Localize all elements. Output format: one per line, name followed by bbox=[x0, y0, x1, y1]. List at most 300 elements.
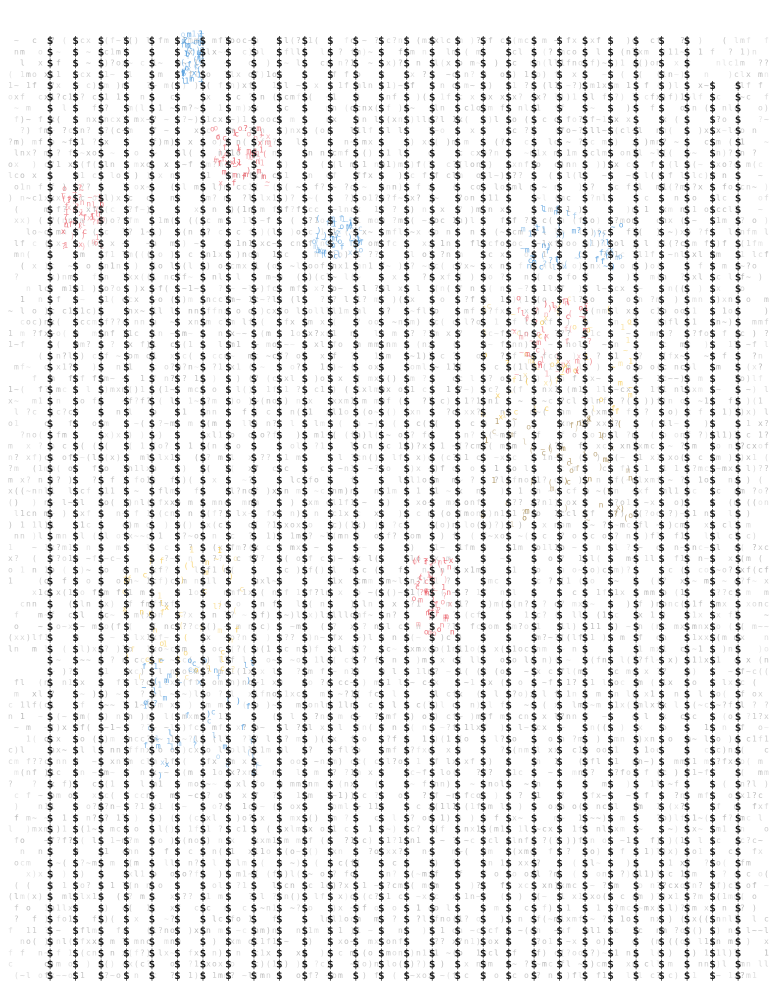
filler-glyph: f bbox=[284, 318, 289, 327]
filler-glyph: 1 bbox=[416, 351, 421, 360]
filler-glyph: l bbox=[494, 182, 499, 191]
filler-glyph: o bbox=[608, 802, 613, 811]
filler-glyph: l bbox=[218, 734, 223, 743]
filler-glyph: ~ bbox=[680, 351, 685, 360]
filler-glyph: ( bbox=[572, 667, 577, 676]
filler-glyph: l bbox=[194, 689, 199, 698]
filler-glyph: l bbox=[686, 475, 691, 484]
filler-glyph: ~ bbox=[248, 509, 253, 518]
filler-glyph: c bbox=[566, 487, 571, 496]
filler-glyph: o bbox=[242, 813, 247, 822]
filler-glyph: o bbox=[248, 70, 253, 79]
filler-glyph: ( bbox=[656, 81, 661, 90]
filler-glyph: o bbox=[740, 284, 745, 293]
filler-glyph: ~ bbox=[38, 228, 43, 237]
filler-glyph: m bbox=[632, 216, 637, 225]
filler-glyph: x bbox=[128, 667, 133, 676]
filler-glyph: c bbox=[404, 509, 409, 518]
filler-glyph: f bbox=[392, 746, 397, 755]
filler-glyph: ) bbox=[332, 385, 337, 394]
filler-glyph: 1 bbox=[380, 566, 385, 575]
filler-glyph: ) bbox=[488, 160, 493, 169]
filler-glyph: c bbox=[644, 92, 649, 101]
filler-glyph: ~ bbox=[50, 509, 55, 518]
filler-glyph: m bbox=[140, 453, 145, 462]
filler-glyph: x bbox=[572, 70, 577, 79]
filler-glyph: ( bbox=[236, 667, 241, 676]
filler-glyph: l bbox=[572, 295, 577, 304]
filler-glyph: ) bbox=[722, 149, 727, 158]
filler-glyph: ? bbox=[188, 543, 193, 552]
filler-glyph: m bbox=[374, 397, 379, 406]
filler-glyph: ~ bbox=[152, 430, 157, 439]
filler-glyph: f bbox=[644, 81, 649, 90]
filler-glyph: ) bbox=[92, 689, 97, 698]
filler-glyph: o bbox=[122, 295, 127, 304]
filler-glyph: ( bbox=[758, 554, 763, 563]
filler-glyph: 1 bbox=[698, 475, 703, 484]
filler-glyph: m bbox=[638, 802, 643, 811]
filler-glyph: m bbox=[56, 385, 61, 394]
filler-glyph: c bbox=[326, 780, 331, 789]
filler-glyph: ( bbox=[80, 825, 85, 834]
filler-glyph: n bbox=[680, 430, 685, 439]
filler-glyph: l bbox=[578, 228, 583, 237]
filler-glyph: l bbox=[446, 757, 451, 766]
filler-glyph: x bbox=[668, 453, 673, 462]
filler-glyph: ) bbox=[626, 205, 631, 214]
filler-glyph: 1 bbox=[692, 205, 697, 214]
filler-glyph: x bbox=[404, 385, 409, 394]
filler-glyph: c bbox=[320, 59, 325, 68]
filler-glyph: o bbox=[116, 171, 121, 180]
filler-glyph: x bbox=[206, 430, 211, 439]
filler-glyph: o bbox=[410, 363, 415, 372]
filler-glyph: c bbox=[14, 791, 19, 800]
filler-glyph: m bbox=[698, 374, 703, 383]
filler-glyph: ) bbox=[482, 397, 487, 406]
filler-glyph: ( bbox=[332, 656, 337, 665]
filler-glyph: o bbox=[98, 644, 103, 653]
filler-glyph: o bbox=[500, 667, 505, 676]
filler-glyph: x bbox=[338, 261, 343, 270]
filler-glyph: l bbox=[512, 588, 517, 597]
filler-glyph: f bbox=[428, 791, 433, 800]
filler-glyph: ) bbox=[674, 228, 679, 237]
filler-glyph: ~ bbox=[608, 419, 613, 428]
filler-glyph: ~ bbox=[314, 487, 319, 496]
filler-glyph: ) bbox=[752, 385, 757, 394]
filler-glyph: ) bbox=[380, 363, 385, 372]
filler-glyph: ? bbox=[488, 768, 493, 777]
filler-glyph: m bbox=[20, 47, 25, 56]
filler-glyph: ( bbox=[368, 723, 373, 732]
filler-glyph: x bbox=[506, 363, 511, 372]
filler-glyph: f bbox=[638, 520, 643, 529]
filler-glyph: m bbox=[134, 216, 139, 225]
filler-glyph: ? bbox=[728, 566, 733, 575]
filler-glyph: o bbox=[32, 70, 37, 79]
filler-glyph: ) bbox=[224, 115, 229, 124]
filler-glyph: x bbox=[266, 194, 271, 203]
filler-glyph: f bbox=[302, 92, 307, 101]
filler-glyph: o bbox=[218, 768, 223, 777]
filler-glyph: x bbox=[278, 363, 283, 372]
filler-glyph: 1 bbox=[542, 250, 547, 259]
filler-glyph: ~ bbox=[68, 498, 73, 507]
filler-glyph: ~ bbox=[338, 363, 343, 372]
filler-glyph: m bbox=[740, 36, 745, 45]
filler-glyph: o bbox=[374, 532, 379, 541]
filler-glyph: x bbox=[698, 81, 703, 90]
filler-glyph: x bbox=[20, 475, 25, 484]
filler-glyph: n bbox=[740, 780, 745, 789]
filler-glyph: o bbox=[206, 746, 211, 755]
filler-glyph: c bbox=[146, 678, 151, 687]
filler-glyph: ( bbox=[500, 678, 505, 687]
filler-glyph: x bbox=[458, 487, 463, 496]
filler-glyph: c bbox=[62, 306, 67, 315]
filler-glyph: l bbox=[398, 149, 403, 158]
filler-glyph: o bbox=[506, 442, 511, 451]
filler-glyph: c bbox=[32, 36, 37, 45]
filler-glyph: ~ bbox=[296, 81, 301, 90]
filler-glyph: m bbox=[308, 791, 313, 800]
filler-glyph: ~ bbox=[542, 397, 547, 406]
filler-glyph: 1 bbox=[332, 577, 337, 586]
filler-glyph: m bbox=[716, 250, 721, 259]
filler-glyph: ) bbox=[398, 182, 403, 191]
filler-glyph: m bbox=[308, 318, 313, 327]
filler-glyph: o bbox=[692, 678, 697, 687]
filler-glyph: ( bbox=[386, 374, 391, 383]
filler-glyph: x bbox=[686, 712, 691, 721]
filler-glyph: ~ bbox=[182, 734, 187, 743]
filler-glyph: ( bbox=[458, 363, 463, 372]
filler-glyph: ? bbox=[320, 182, 325, 191]
filler-glyph: ) bbox=[242, 171, 247, 180]
filler-glyph: ~ bbox=[242, 611, 247, 620]
filler-glyph: f bbox=[590, 115, 595, 124]
filler-glyph: ) bbox=[638, 734, 643, 743]
filler-glyph: 1 bbox=[122, 701, 127, 710]
filler-glyph: ) bbox=[116, 453, 121, 462]
filler-glyph: ? bbox=[296, 385, 301, 394]
filler-glyph: ) bbox=[236, 81, 241, 90]
filler-glyph: x bbox=[314, 81, 319, 90]
filler-glyph: ? bbox=[752, 791, 757, 800]
filler-glyph: m bbox=[542, 644, 547, 653]
filler-glyph: ) bbox=[662, 397, 667, 406]
filler-glyph: m bbox=[758, 318, 763, 327]
filler-glyph: 1 bbox=[302, 611, 307, 620]
filler-glyph: f bbox=[482, 532, 487, 541]
filler-glyph: 1 bbox=[356, 250, 361, 259]
filler-glyph: l bbox=[362, 81, 367, 90]
filler-glyph: ( bbox=[200, 329, 205, 338]
filler-glyph: ~ bbox=[98, 532, 103, 541]
filler-glyph: l bbox=[194, 59, 199, 68]
filler-glyph: ~ bbox=[392, 577, 397, 586]
filler-glyph: 1 bbox=[554, 543, 559, 552]
filler-glyph: ? bbox=[380, 487, 385, 496]
filler-glyph: ~ bbox=[674, 70, 679, 79]
filler-glyph: o bbox=[398, 757, 403, 766]
filler-glyph: ) bbox=[458, 813, 463, 822]
filler-glyph: x bbox=[140, 115, 145, 124]
filler-glyph: m bbox=[620, 216, 625, 225]
filler-glyph: c bbox=[584, 813, 589, 822]
filler-glyph: o bbox=[158, 644, 163, 653]
filler-glyph: ) bbox=[38, 318, 43, 327]
filler-glyph: ? bbox=[734, 644, 739, 653]
filler-glyph: m bbox=[338, 802, 343, 811]
filler-glyph: x bbox=[710, 689, 715, 698]
filler-glyph: n bbox=[194, 577, 199, 586]
filler-glyph: f bbox=[362, 611, 367, 620]
filler-glyph: c bbox=[170, 92, 175, 101]
filler-glyph: ~ bbox=[524, 780, 529, 789]
filler-glyph: x bbox=[194, 746, 199, 755]
filler-glyph: o bbox=[752, 689, 757, 698]
filler-glyph: ( bbox=[224, 126, 229, 135]
filler-glyph: n bbox=[20, 532, 25, 541]
filler-glyph: l bbox=[140, 104, 145, 113]
filler-glyph: f bbox=[158, 487, 163, 496]
filler-glyph: n bbox=[626, 442, 631, 451]
filler-glyph: x bbox=[674, 351, 679, 360]
filler-glyph: ~ bbox=[440, 723, 445, 732]
filler-glyph: ? bbox=[458, 194, 463, 203]
filler-glyph: ~ bbox=[92, 825, 97, 834]
filler-glyph: ~ bbox=[32, 813, 37, 822]
filler-glyph: f bbox=[338, 746, 343, 755]
filler-glyph: ? bbox=[488, 374, 493, 383]
filler-glyph: m bbox=[92, 318, 97, 327]
filler-glyph: 1 bbox=[356, 295, 361, 304]
filler-glyph: ) bbox=[362, 520, 367, 529]
filler-glyph: ( bbox=[650, 171, 655, 180]
filler-glyph: o bbox=[680, 397, 685, 406]
filler-glyph: ? bbox=[416, 825, 421, 834]
filler-glyph: 1 bbox=[302, 791, 307, 800]
filler-glyph: ( bbox=[164, 825, 169, 834]
filler-glyph: ) bbox=[596, 566, 601, 575]
filler-glyph: ? bbox=[446, 408, 451, 417]
filler-glyph: x bbox=[596, 408, 601, 417]
filler-glyph: m bbox=[608, 644, 613, 653]
filler-glyph: ( bbox=[260, 397, 265, 406]
filler-glyph: l bbox=[98, 205, 103, 214]
filler-glyph: ~ bbox=[434, 363, 439, 372]
filler-glyph: ) bbox=[260, 70, 265, 79]
filler-glyph: m bbox=[128, 104, 133, 113]
filler-glyph: 1 bbox=[338, 791, 343, 800]
filler-glyph: l bbox=[728, 520, 733, 529]
filler-glyph: o bbox=[344, 408, 349, 417]
filler-glyph: o bbox=[560, 543, 565, 552]
filler-glyph: c bbox=[284, 250, 289, 259]
filler-glyph: ? bbox=[344, 59, 349, 68]
filler-glyph: o bbox=[554, 351, 559, 360]
filler-glyph: ? bbox=[602, 520, 607, 529]
filler-glyph: f bbox=[14, 611, 19, 620]
filler-glyph: m bbox=[206, 194, 211, 203]
filler-glyph: o bbox=[14, 182, 19, 191]
filler-glyph: l bbox=[368, 554, 373, 563]
filler-glyph: ~ bbox=[614, 385, 619, 394]
filler-glyph: f bbox=[566, 273, 571, 282]
filler-glyph: m bbox=[218, 160, 223, 169]
filler-glyph: c bbox=[506, 70, 511, 79]
filler-glyph: 1 bbox=[572, 92, 577, 101]
filler-glyph: ( bbox=[512, 36, 517, 45]
filler-glyph: c bbox=[248, 802, 253, 811]
filler-glyph: n bbox=[758, 599, 763, 608]
filler-glyph: x bbox=[164, 160, 169, 169]
filler-glyph: m bbox=[62, 430, 67, 439]
filler-glyph: f bbox=[254, 791, 259, 800]
filler-glyph: f bbox=[230, 656, 235, 665]
filler-glyph: x bbox=[602, 419, 607, 428]
filler-glyph: ? bbox=[452, 160, 457, 169]
filler-glyph: ( bbox=[8, 633, 13, 642]
filler-glyph: n bbox=[92, 239, 97, 248]
filler-glyph: m bbox=[740, 487, 745, 496]
filler-glyph: m bbox=[74, 284, 79, 293]
filler-glyph: ( bbox=[128, 442, 133, 451]
filler-glyph: ? bbox=[518, 92, 523, 101]
filler-glyph: f bbox=[716, 802, 721, 811]
filler-glyph: x bbox=[632, 306, 637, 315]
filler-glyph: m bbox=[338, 532, 343, 541]
filler-glyph: l bbox=[38, 689, 43, 698]
filler-glyph: n bbox=[566, 340, 571, 349]
filler-glyph: ) bbox=[650, 757, 655, 766]
filler-glyph: ) bbox=[236, 374, 241, 383]
filler-glyph: ) bbox=[236, 678, 241, 687]
filler-glyph: o bbox=[104, 622, 109, 631]
filler-glyph: f bbox=[698, 599, 703, 608]
filler-glyph: ~ bbox=[518, 813, 523, 822]
filler-glyph: ? bbox=[56, 554, 61, 563]
filler-glyph: o bbox=[32, 228, 37, 237]
filler-glyph: ? bbox=[218, 802, 223, 811]
filler-glyph: f bbox=[134, 475, 139, 484]
filler-glyph: f bbox=[278, 351, 283, 360]
filler-glyph: f bbox=[626, 408, 631, 417]
filler-glyph: ? bbox=[392, 216, 397, 225]
filler-glyph: ) bbox=[734, 588, 739, 597]
filler-glyph: ~ bbox=[140, 306, 145, 315]
filler-glyph: ) bbox=[104, 689, 109, 698]
filler-glyph: 1 bbox=[26, 734, 31, 743]
filler-glyph: ? bbox=[188, 734, 193, 743]
filler-glyph: ~ bbox=[104, 701, 109, 710]
filler-glyph: ) bbox=[344, 487, 349, 496]
filler-glyph: o bbox=[566, 498, 571, 507]
filler-glyph: m bbox=[254, 250, 259, 259]
filler-glyph: l bbox=[614, 430, 619, 439]
filler-glyph: l bbox=[674, 81, 679, 90]
filler-glyph: n bbox=[146, 712, 151, 721]
filler-glyph: ~ bbox=[710, 543, 715, 552]
filler-glyph: ( bbox=[200, 678, 205, 687]
filler-glyph: o bbox=[236, 149, 241, 158]
filler-glyph: m bbox=[122, 385, 127, 394]
filler-glyph: l bbox=[518, 723, 523, 732]
filler-glyph: m bbox=[122, 81, 127, 90]
filler-glyph: ~ bbox=[476, 59, 481, 68]
filler-glyph: o bbox=[32, 430, 37, 439]
filler-glyph: ) bbox=[374, 520, 379, 529]
filler-glyph: m bbox=[266, 273, 271, 282]
filler-glyph: l bbox=[716, 194, 721, 203]
filler-glyph: ( bbox=[392, 419, 397, 428]
filler-glyph: l bbox=[44, 487, 49, 496]
filler-glyph: m bbox=[302, 532, 307, 541]
filler-glyph: ) bbox=[356, 115, 361, 124]
filler-glyph: l bbox=[284, 746, 289, 755]
filler-glyph: f bbox=[656, 36, 661, 45]
filler-glyph: 1 bbox=[386, 81, 391, 90]
filler-glyph: n bbox=[164, 622, 169, 631]
filler-glyph: 1 bbox=[284, 171, 289, 180]
filler-glyph: x bbox=[620, 701, 625, 710]
filler-glyph: o bbox=[248, 520, 253, 529]
filler-glyph: ) bbox=[266, 487, 271, 496]
filler-glyph: ) bbox=[416, 656, 421, 665]
filler-glyph: ? bbox=[542, 475, 547, 484]
filler-glyph: 1 bbox=[482, 644, 487, 653]
filler-glyph: n bbox=[476, 509, 481, 518]
filler-glyph: c bbox=[740, 678, 745, 687]
filler-glyph: 1 bbox=[662, 644, 667, 653]
filler-glyph: ) bbox=[554, 498, 559, 507]
filler-glyph: m bbox=[200, 47, 205, 56]
filler-glyph: ( bbox=[578, 453, 583, 462]
filler-glyph: n bbox=[686, 667, 691, 676]
filler-glyph: ? bbox=[86, 340, 91, 349]
filler-glyph: ? bbox=[602, 250, 607, 259]
filler-glyph: ~ bbox=[194, 284, 199, 293]
filler-glyph: 1 bbox=[464, 397, 469, 406]
filler-glyph: ~ bbox=[332, 182, 337, 191]
filler-glyph: l bbox=[578, 171, 583, 180]
filler-glyph: f bbox=[32, 768, 37, 777]
filler-glyph: n bbox=[290, 408, 295, 417]
filler-glyph: ( bbox=[206, 622, 211, 631]
filler-glyph: 1 bbox=[368, 802, 373, 811]
filler-glyph: ? bbox=[590, 182, 595, 191]
filler-glyph: l bbox=[254, 689, 259, 698]
filler-glyph: ( bbox=[296, 273, 301, 282]
filler-glyph: ~ bbox=[134, 419, 139, 428]
filler-glyph: n bbox=[656, 137, 661, 146]
filler-glyph: o bbox=[500, 532, 505, 541]
filler-glyph: l bbox=[554, 59, 559, 68]
filler-glyph: n bbox=[128, 464, 133, 473]
filler-glyph: 1 bbox=[692, 306, 697, 315]
filler-glyph: n bbox=[638, 757, 643, 766]
filler-glyph: o bbox=[650, 746, 655, 755]
filler-glyph: o bbox=[44, 363, 49, 372]
filler-glyph: c bbox=[218, 228, 223, 237]
filler-glyph: ) bbox=[134, 36, 139, 45]
filler-glyph: f bbox=[134, 509, 139, 518]
filler-glyph: c bbox=[518, 239, 523, 248]
filler-glyph: c bbox=[110, 205, 115, 214]
